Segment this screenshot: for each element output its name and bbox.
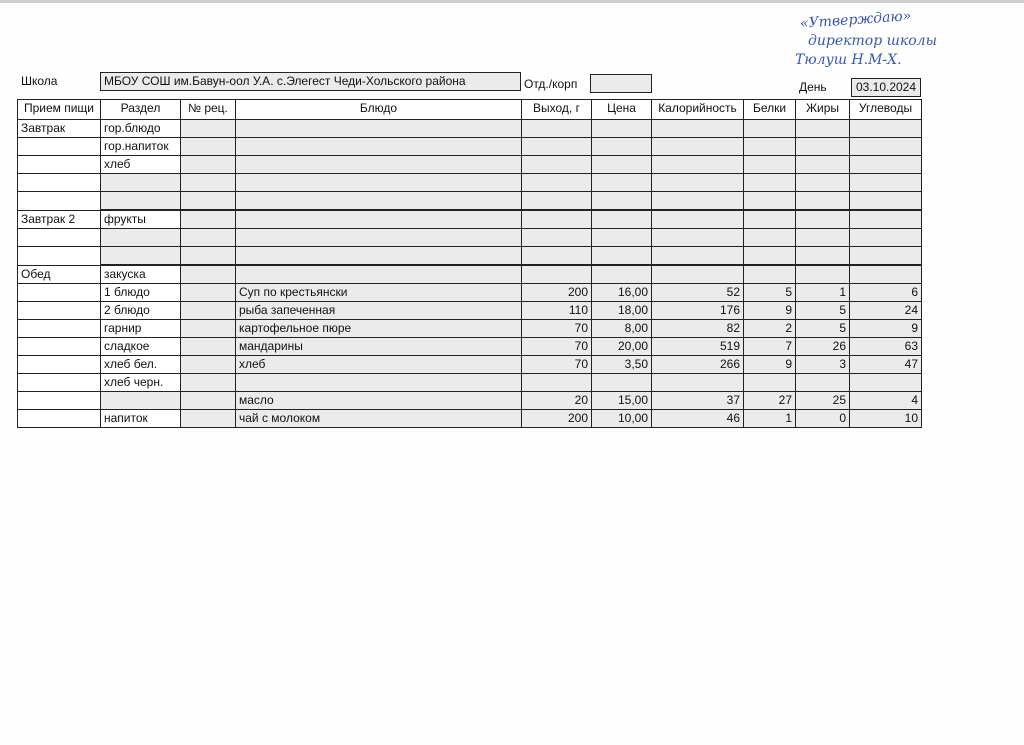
fats-cell [796,192,850,211]
calories-cell [652,374,744,392]
recipe-cell [181,229,236,247]
fats-cell [796,120,850,138]
approval-signature: Тюлуш Н.М-Х. [795,52,902,68]
date-field: 03.10.2024 [851,78,921,97]
calories-cell [652,156,744,174]
fats-cell: 0 [796,410,850,428]
recipe-cell [181,156,236,174]
meal-spacer-cell [18,156,101,174]
dish-cell: картофельное пюре [236,320,522,338]
dept-field [590,74,652,93]
dish-cell [236,229,522,247]
approval-line-2: директор школы [808,33,937,49]
table-row [18,229,922,247]
dish-cell [236,138,522,156]
section-cell [101,392,181,410]
carbs-cell [850,174,922,192]
carbs-cell [850,138,922,156]
output-cell [522,192,592,211]
recipe-cell [181,392,236,410]
menu-body [18,120,922,428]
calories-cell [652,247,744,266]
output-cell [522,138,592,156]
output-cell: 70 [522,338,592,356]
section-cell: закуска [101,265,181,284]
calories-cell [652,229,744,247]
col-recipe-no: № рец. [181,100,236,120]
output-cell [522,120,592,138]
dish-cell [236,120,522,138]
price-cell [592,265,652,284]
carbs-cell [850,210,922,229]
output-cell: 200 [522,284,592,302]
price-cell [592,174,652,192]
section-cell: 1 блюдо [101,284,181,302]
proteins-cell [744,374,796,392]
recipe-cell [181,374,236,392]
section-cell: гарнир [101,320,181,338]
proteins-cell [744,156,796,174]
table-row [18,284,922,302]
proteins-cell [744,210,796,229]
calories-cell: 52 [652,284,744,302]
recipe-cell [181,338,236,356]
proteins-cell [744,192,796,211]
fats-cell: 1 [796,284,850,302]
price-cell [592,138,652,156]
output-cell: 110 [522,302,592,320]
output-cell [522,174,592,192]
section-cell: хлеб бел. [101,356,181,374]
price-cell: 18,00 [592,302,652,320]
section-cell [101,229,181,247]
calories-cell: 37 [652,392,744,410]
proteins-cell [744,120,796,138]
price-cell [592,192,652,211]
table-row [18,156,922,174]
fats-cell [796,174,850,192]
dish-cell [236,247,522,266]
school-label: Школа [21,74,58,88]
output-cell: 70 [522,356,592,374]
output-cell: 200 [522,410,592,428]
output-cell [522,374,592,392]
col-output: Выход, г [522,100,592,120]
calories-cell [652,138,744,156]
dish-cell [236,156,522,174]
fats-cell: 25 [796,392,850,410]
scan-edge [0,0,1024,3]
recipe-cell [181,247,236,266]
table-row [18,138,922,156]
table-row [18,210,922,229]
calories-cell: 266 [652,356,744,374]
section-cell: сладкое [101,338,181,356]
table-row [18,192,922,211]
section-cell [101,174,181,192]
col-price: Цена [592,100,652,120]
price-cell [592,247,652,266]
proteins-cell: 1 [744,410,796,428]
price-cell: 3,50 [592,356,652,374]
table-row [18,265,922,284]
carbs-cell [850,156,922,174]
recipe-cell [181,284,236,302]
meal-spacer-cell [18,374,101,392]
day-label: День [799,80,827,94]
dish-cell: хлеб [236,356,522,374]
proteins-cell: 27 [744,392,796,410]
table-row [18,120,922,138]
carbs-cell [850,374,922,392]
carbs-cell: 6 [850,284,922,302]
meal-spacer-cell [18,338,101,356]
section-cell: напиток [101,410,181,428]
recipe-cell [181,302,236,320]
recipe-cell [181,356,236,374]
meal-spacer-cell [18,247,101,266]
meal-spacer-cell [18,302,101,320]
section-cell: гор.блюдо [101,120,181,138]
calories-cell [652,210,744,229]
table-row [18,247,922,266]
carbs-cell: 24 [850,302,922,320]
menu-table [17,99,922,428]
fats-cell [796,156,850,174]
carbs-cell: 4 [850,392,922,410]
meal-name-cell: Завтрак [18,120,101,138]
fats-cell [796,374,850,392]
fats-cell: 3 [796,356,850,374]
proteins-cell [744,174,796,192]
calories-cell: 82 [652,320,744,338]
table-row [18,320,922,338]
dish-cell [236,192,522,211]
meal-name-cell: Обед [18,265,101,284]
dept-label: Отд./корп [524,77,578,91]
table-row [18,374,922,392]
col-carbs: Углеводы [850,100,922,120]
proteins-cell [744,265,796,284]
price-cell: 15,00 [592,392,652,410]
section-cell: хлеб черн. [101,374,181,392]
output-cell [522,265,592,284]
calories-cell [652,174,744,192]
col-fats: Жиры [796,100,850,120]
fats-cell [796,138,850,156]
table-row [18,338,922,356]
proteins-cell: 5 [744,284,796,302]
recipe-cell [181,192,236,211]
output-cell: 20 [522,392,592,410]
calories-cell: 519 [652,338,744,356]
calories-cell: 46 [652,410,744,428]
section-cell: гор.напиток [101,138,181,156]
meal-spacer-cell [18,320,101,338]
table-row [18,302,922,320]
meal-spacer-cell [18,284,101,302]
dish-cell [236,374,522,392]
fats-cell: 5 [796,302,850,320]
meal-spacer-cell [18,392,101,410]
section-cell [101,192,181,211]
calories-cell [652,120,744,138]
recipe-cell [181,120,236,138]
col-meal: Прием пищи [18,100,101,120]
carbs-cell: 47 [850,356,922,374]
proteins-cell: 9 [744,356,796,374]
dish-cell: рыба запеченная [236,302,522,320]
carbs-cell [850,229,922,247]
price-cell: 16,00 [592,284,652,302]
carbs-cell: 10 [850,410,922,428]
table-row [18,174,922,192]
price-cell: 10,00 [592,410,652,428]
col-calories: Калорийность [652,100,744,120]
table-row [18,356,922,374]
school-name-field: МБОУ СОШ им.Бавун-оол У.А. с.Элегест Чеди-Хольского района [100,72,521,91]
recipe-cell [181,210,236,229]
meal-spacer-cell [18,174,101,192]
calories-cell: 176 [652,302,744,320]
meal-name-cell: Завтрак 2 [18,210,101,229]
recipe-cell [181,138,236,156]
approval-line-1: «Утверждаю» [799,8,912,32]
col-proteins: Белки [744,100,796,120]
meal-spacer-cell [18,138,101,156]
carbs-cell: 63 [850,338,922,356]
fats-cell [796,247,850,266]
table-header-row [18,100,922,120]
proteins-cell: 9 [744,302,796,320]
fats-cell: 5 [796,320,850,338]
price-cell [592,229,652,247]
price-cell [592,120,652,138]
section-cell: хлеб [101,156,181,174]
meal-spacer-cell [18,410,101,428]
section-cell: 2 блюдо [101,302,181,320]
proteins-cell: 2 [744,320,796,338]
output-cell [522,247,592,266]
dish-cell [236,210,522,229]
recipe-cell [181,410,236,428]
meal-spacer-cell [18,192,101,211]
section-cell: фрукты [101,210,181,229]
output-cell [522,229,592,247]
calories-cell [652,192,744,211]
dish-cell: масло [236,392,522,410]
proteins-cell [744,138,796,156]
dish-cell [236,174,522,192]
fats-cell [796,229,850,247]
dish-cell: чай с молоком [236,410,522,428]
carbs-cell [850,247,922,266]
section-cell [101,247,181,266]
recipe-cell [181,265,236,284]
proteins-cell [744,229,796,247]
meal-spacer-cell [18,356,101,374]
price-cell [592,374,652,392]
col-dish: Блюдо [236,100,522,120]
price-cell: 8,00 [592,320,652,338]
recipe-cell [181,320,236,338]
dish-cell [236,265,522,284]
price-cell [592,156,652,174]
carbs-cell [850,265,922,284]
carbs-cell: 9 [850,320,922,338]
carbs-cell [850,120,922,138]
output-cell [522,156,592,174]
fats-cell [796,265,850,284]
table-row [18,392,922,410]
meal-spacer-cell [18,229,101,247]
col-section: Раздел [101,100,181,120]
price-cell [592,210,652,229]
proteins-cell [744,247,796,266]
dish-cell: Суп по крестьянски [236,284,522,302]
calories-cell [652,265,744,284]
table-row [18,410,922,428]
output-cell: 70 [522,320,592,338]
carbs-cell [850,192,922,211]
fats-cell: 26 [796,338,850,356]
dish-cell: мандарины [236,338,522,356]
fats-cell [796,210,850,229]
proteins-cell: 7 [744,338,796,356]
recipe-cell [181,174,236,192]
output-cell [522,210,592,229]
price-cell: 20,00 [592,338,652,356]
